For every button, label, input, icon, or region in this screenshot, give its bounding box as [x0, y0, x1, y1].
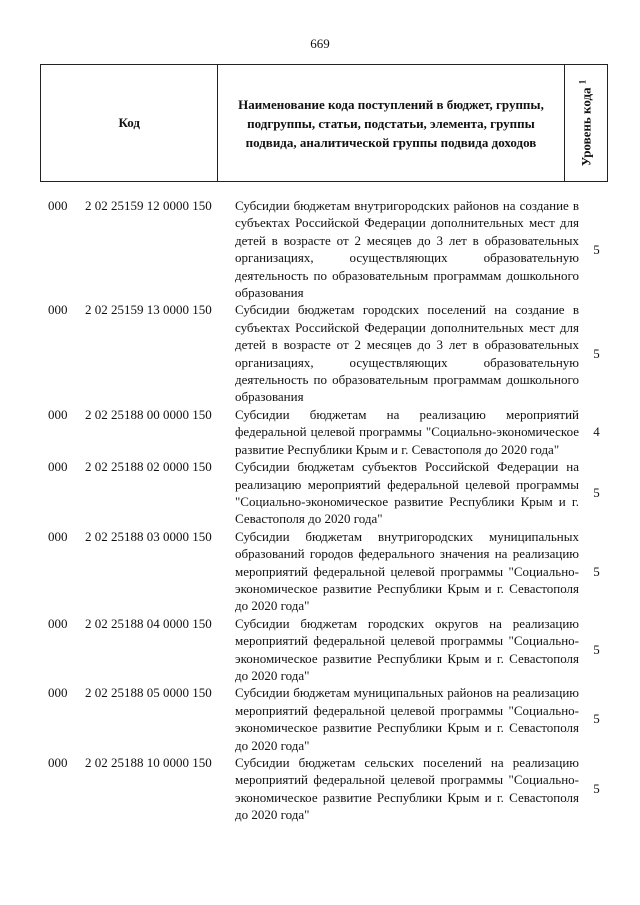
row-code: 2 02 25188 00 0000 150 — [85, 406, 212, 422]
row-level: 5 — [593, 485, 600, 501]
table-row — [40, 684, 608, 754]
row-prefix: 000 — [48, 755, 68, 770]
page-number: 669 — [310, 36, 330, 51]
row-name: Субсидии бюджетам городских поселений на создание в субъектах Российской Федерации дополнительных мест для детей в возрасте от 2 месяцев до 3 лет в образовательных организациях, осуществляющих образовательную деятельность по образовательным программам дошкольного образования — [235, 302, 579, 405]
row-name: Субсидии бюджетам на реализацию мероприятий федеральной целевой программы "Социально-экономическое развитие Республики Крым и г. Севастополя до 2020 года" — [235, 406, 579, 457]
row-name: Субсидии бюджетам внутригородских районов на создание в субъектах Российской Федерации дополнительных мест для детей в возрасте от 2 месяцев до 3 лет в образовательных организациях, осуществляющих образовательную деятельность по образовательным программам дошкольного образования — [235, 198, 579, 301]
header-level-label — [577, 80, 594, 167]
row-code: 2 02 25188 02 0000 150 — [85, 459, 212, 475]
row-prefix: 000 — [48, 459, 68, 475]
row-level: 5 — [593, 563, 600, 579]
row-level: 5 — [593, 241, 600, 257]
row-name: Субсидии бюджетам сельских поселений на реализацию мероприятий федеральной целевой программы "Социально-экономическое развитие Республики Крым и г. Севастополя до 2020 года" — [235, 755, 579, 823]
table-row — [40, 528, 608, 615]
level-footnote: 1 — [577, 79, 588, 85]
table-row — [40, 754, 608, 824]
row-prefix: 000 — [48, 615, 68, 631]
header-code: Код — [41, 65, 218, 182]
row-level: 5 — [593, 711, 600, 727]
row-code: 2 02 25159 13 0000 150 — [85, 302, 212, 318]
table-row — [40, 301, 608, 405]
table-row — [40, 458, 608, 528]
table-body — [40, 197, 608, 824]
table-header — [40, 64, 608, 182]
row-level: 5 — [593, 781, 600, 797]
row-name: Субсидии бюджетам субъектов Российской Федерации на реализацию мероприятий федеральной целевой программы "Социально-экономическое развитие Республики Крым и г. Севастополя до 2020 года" — [235, 459, 579, 527]
row-prefix: 000 — [48, 685, 68, 701]
row-prefix: 000 — [48, 198, 68, 213]
row-level: 5 — [593, 345, 600, 361]
row-name: Субсидии бюджетам муниципальных районов на реализацию мероприятий федеральной целевой программы "Социально-экономическое развитие Республики Крым и г. Севастополя до 2020 года" — [235, 685, 579, 753]
row-prefix: 000 — [48, 302, 68, 318]
row-level: 5 — [593, 641, 600, 657]
row-name: Субсидии бюджетам городских округов на реализацию мероприятий федеральной целевой программы "Социально-экономическое развитие Республики Крым и г. Севастополя до 2020 года" — [235, 615, 579, 683]
table-row — [40, 615, 608, 685]
row-code: 2 02 25188 03 0000 150 — [85, 528, 212, 544]
row-prefix: 000 — [48, 528, 68, 544]
table-row — [40, 197, 608, 301]
row-code: 2 02 25188 05 0000 150 — [85, 685, 212, 701]
row-level: 4 — [593, 424, 600, 440]
row-code: 2 02 25159 12 0000 150 — [85, 198, 212, 213]
header-name: Наименование кода поступлений в бюджет, группы, подгруппы, статьи, подстатьи, элемента, группы подвида, аналитической группы подвида доходов — [218, 65, 564, 182]
header-level — [564, 65, 607, 182]
level-label-text: Уровень кода — [578, 87, 594, 167]
table-row — [40, 406, 608, 458]
row-code: 2 02 25188 04 0000 150 — [85, 615, 212, 631]
row-prefix: 000 — [48, 406, 68, 422]
row-name: Субсидии бюджетам внутригородских муниципальных образований городов федерального значения на реализацию мероприятий федеральной целевой программы "Социально-экономическое развитие Республики Крым и г. Севастополя до 2020 года" — [235, 528, 579, 614]
row-code: 2 02 25188 10 0000 150 — [85, 755, 212, 770]
